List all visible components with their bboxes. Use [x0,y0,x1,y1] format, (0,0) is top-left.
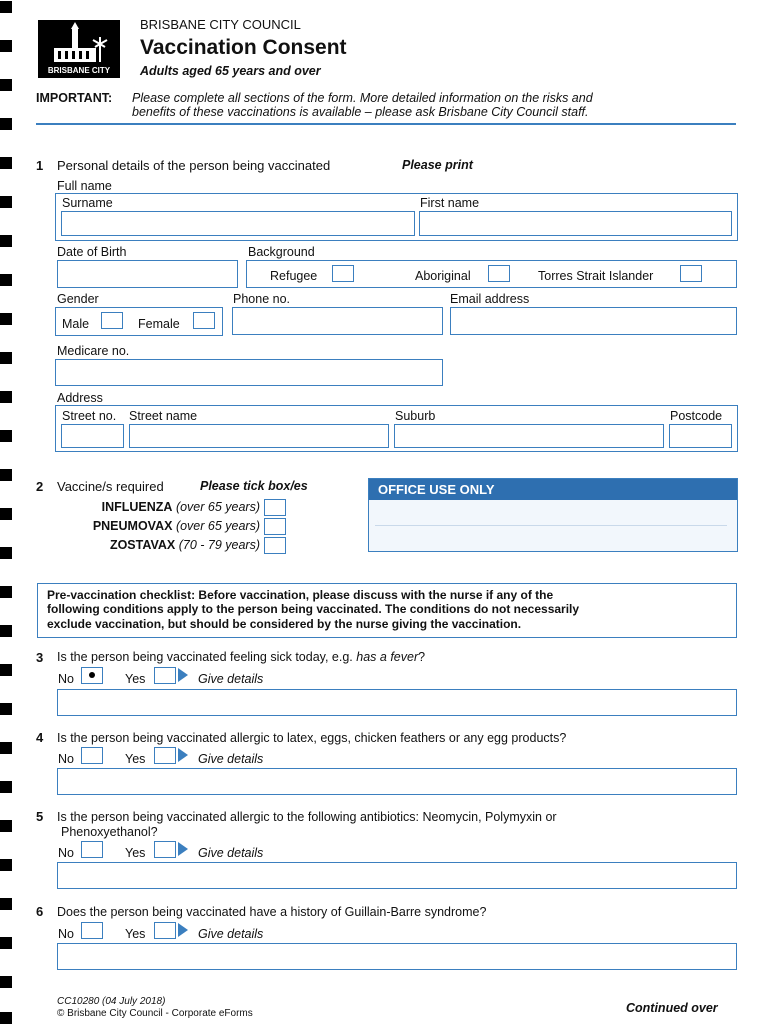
male-label: Male [62,317,90,331]
q6-no-checkbox[interactable] [81,922,103,939]
pneumovax-checkbox[interactable] [264,518,286,535]
checklist-text1: Before vaccination, please discuss with the nurse if any of the [198,588,554,602]
q4-yes-checkbox[interactable] [154,747,176,764]
gender-label: Gender [57,292,99,306]
postcode-label: Postcode [670,409,723,423]
council-logo [38,20,120,78]
male-checkbox[interactable] [101,312,123,329]
torres-strait-label: Torres Strait Islander [538,269,654,283]
q6-details-input[interactable] [57,943,737,970]
q5-text-line2: Phenoxyethanol? [61,825,158,839]
suburb-input[interactable] [394,424,664,448]
office-use-header: OFFICE USE ONLY [369,479,737,500]
section-2-number: 2 [36,479,44,494]
q5-no-checkbox[interactable] [81,841,103,858]
arrow-right-icon [178,668,188,682]
q4-details-label: Give details [198,752,264,766]
vaccine-name: PNEUMOVAX [92,519,173,533]
aboriginal-checkbox[interactable] [488,265,510,282]
checklist-line1 [47,588,553,602]
checklist-label: Pre-vaccination checklist: [47,588,196,602]
logo-text: BRISBANE CITY [47,66,111,75]
q6-yes-label: Yes [125,927,146,941]
first-name-label: First name [420,196,480,210]
important-label: IMPORTANT: [36,91,113,105]
suburb-label: Suburb [395,409,436,423]
q4-number: 4 [36,730,44,745]
phone-label: Phone no. [233,292,290,306]
q5-details-label: Give details [198,846,264,860]
q6-details-label: Give details [198,927,264,941]
email-label: Email address [450,292,530,306]
q4-text: Is the person being vaccinated allergic to latex, eggs, chicken feathers or any egg products? [57,731,567,745]
q3-yes-checkbox[interactable] [154,667,176,684]
refugee-checkbox[interactable] [332,265,354,282]
full-name-label: Full name [57,179,112,193]
office-use-panel [368,478,738,552]
influenza-checkbox[interactable] [264,499,286,516]
q6-no-label: No [58,927,74,941]
section-2-title: Vaccine/s required [57,479,164,494]
vaccine-row-influenza [50,499,290,519]
q3-text-end: ? [418,650,426,664]
copyright: © Brisbane City Council - Corporate eForms [57,1008,253,1019]
email-input[interactable] [450,307,737,335]
q5-number: 5 [36,809,44,824]
street-name-label: Street name [129,409,198,423]
q5-no-label: No [58,846,74,860]
section-2-note: Please tick box/es [200,479,308,493]
important-rule [36,123,736,125]
vaccine-name: INFLUENZA [101,500,173,514]
checklist-line3: exclude vaccination, but should be considered by the nurse giving the vaccination. [47,617,522,631]
q5-yes-label: Yes [125,846,146,860]
aboriginal-label: Aboriginal [415,269,471,283]
q4-details-input[interactable] [57,768,737,795]
q5-text: Is the person being vaccinated allergic to the following antibiotics: Neomycin, Polymyxin or [57,810,557,824]
q4-no-label: No [58,752,74,766]
important-line2: benefits of these vaccinations is available – please ask Brisbane City Council staff. [132,105,589,119]
page-title: Vaccination Consent [140,36,347,59]
q6-number: 6 [36,904,44,919]
q3-text [57,650,425,664]
vaccine-age-note: (70 - 79 years) [178,538,260,552]
street-name-input[interactable] [129,424,389,448]
council-name: BRISBANE CITY COUNCIL [140,17,301,32]
dob-label: Date of Birth [57,245,127,259]
continued-over: Continued over [626,1001,718,1015]
refugee-label: Refugee [270,269,318,283]
vaccine-age-note: (over 65 years) [175,500,260,514]
q5-yes-checkbox[interactable] [154,841,176,858]
filled-dot-icon [89,672,95,678]
q5-details-input[interactable] [57,862,737,889]
q6-yes-checkbox[interactable] [154,922,176,939]
postcode-input[interactable] [669,424,732,448]
q3-text-main: Is the person being vaccinated feeling sick today, e.g. [57,650,357,664]
q3-details-label: Give details [198,672,264,686]
important-line1: Please complete all sections of the form. More detailed information on the risks and [132,91,593,105]
q3-yes-label: Yes [125,672,146,686]
arrow-right-icon [178,842,188,856]
section-1-number: 1 [36,158,44,173]
q3-number: 3 [36,650,44,665]
vaccine-row-zostavax [50,537,290,557]
female-label: Female [138,317,180,331]
section-1-note: Please print [402,158,473,172]
q3-text-em: has a fever [356,650,419,664]
q3-no-checkbox[interactable] [81,667,103,684]
arrow-right-icon [178,748,188,762]
q3-details-input[interactable] [57,689,737,716]
q3-no-label: No [58,672,74,686]
first-name-input[interactable] [419,211,732,236]
background-label: Background [248,245,315,259]
street-no-input[interactable] [61,424,124,448]
section-1-title: Personal details of the person being vaccinated [57,158,331,173]
torres-strait-checkbox[interactable] [680,265,702,282]
vaccine-age-note: (over 65 years) [175,519,260,533]
surname-label: Surname [62,196,113,210]
medicare-input[interactable] [55,359,443,386]
surname-input[interactable] [61,211,415,236]
female-checkbox[interactable] [193,312,215,329]
checklist-line2: following conditions apply to the person being vaccinated. The conditions do not necessarily [47,602,580,616]
q4-no-checkbox[interactable] [81,747,103,764]
form-code: CC10280 (04 July 2018) [57,996,166,1007]
q4-yes-label: Yes [125,752,146,766]
medicare-label: Medicare no. [57,344,130,358]
vaccine-row-pneumovax [50,518,290,538]
street-no-label: Street no. [62,409,117,423]
zostavax-checkbox[interactable] [264,537,286,554]
address-label: Address [57,391,103,405]
q6-text: Does the person being vaccinated have a history of Guillain-Barre syndrome? [57,905,487,919]
page-subtitle: Adults aged 65 years and over [140,64,321,78]
phone-input[interactable] [232,307,443,335]
dob-input[interactable] [57,260,238,288]
arrow-right-icon [178,923,188,937]
office-use-divider [375,525,727,526]
vaccine-name: ZOSTAVAX [109,538,176,552]
